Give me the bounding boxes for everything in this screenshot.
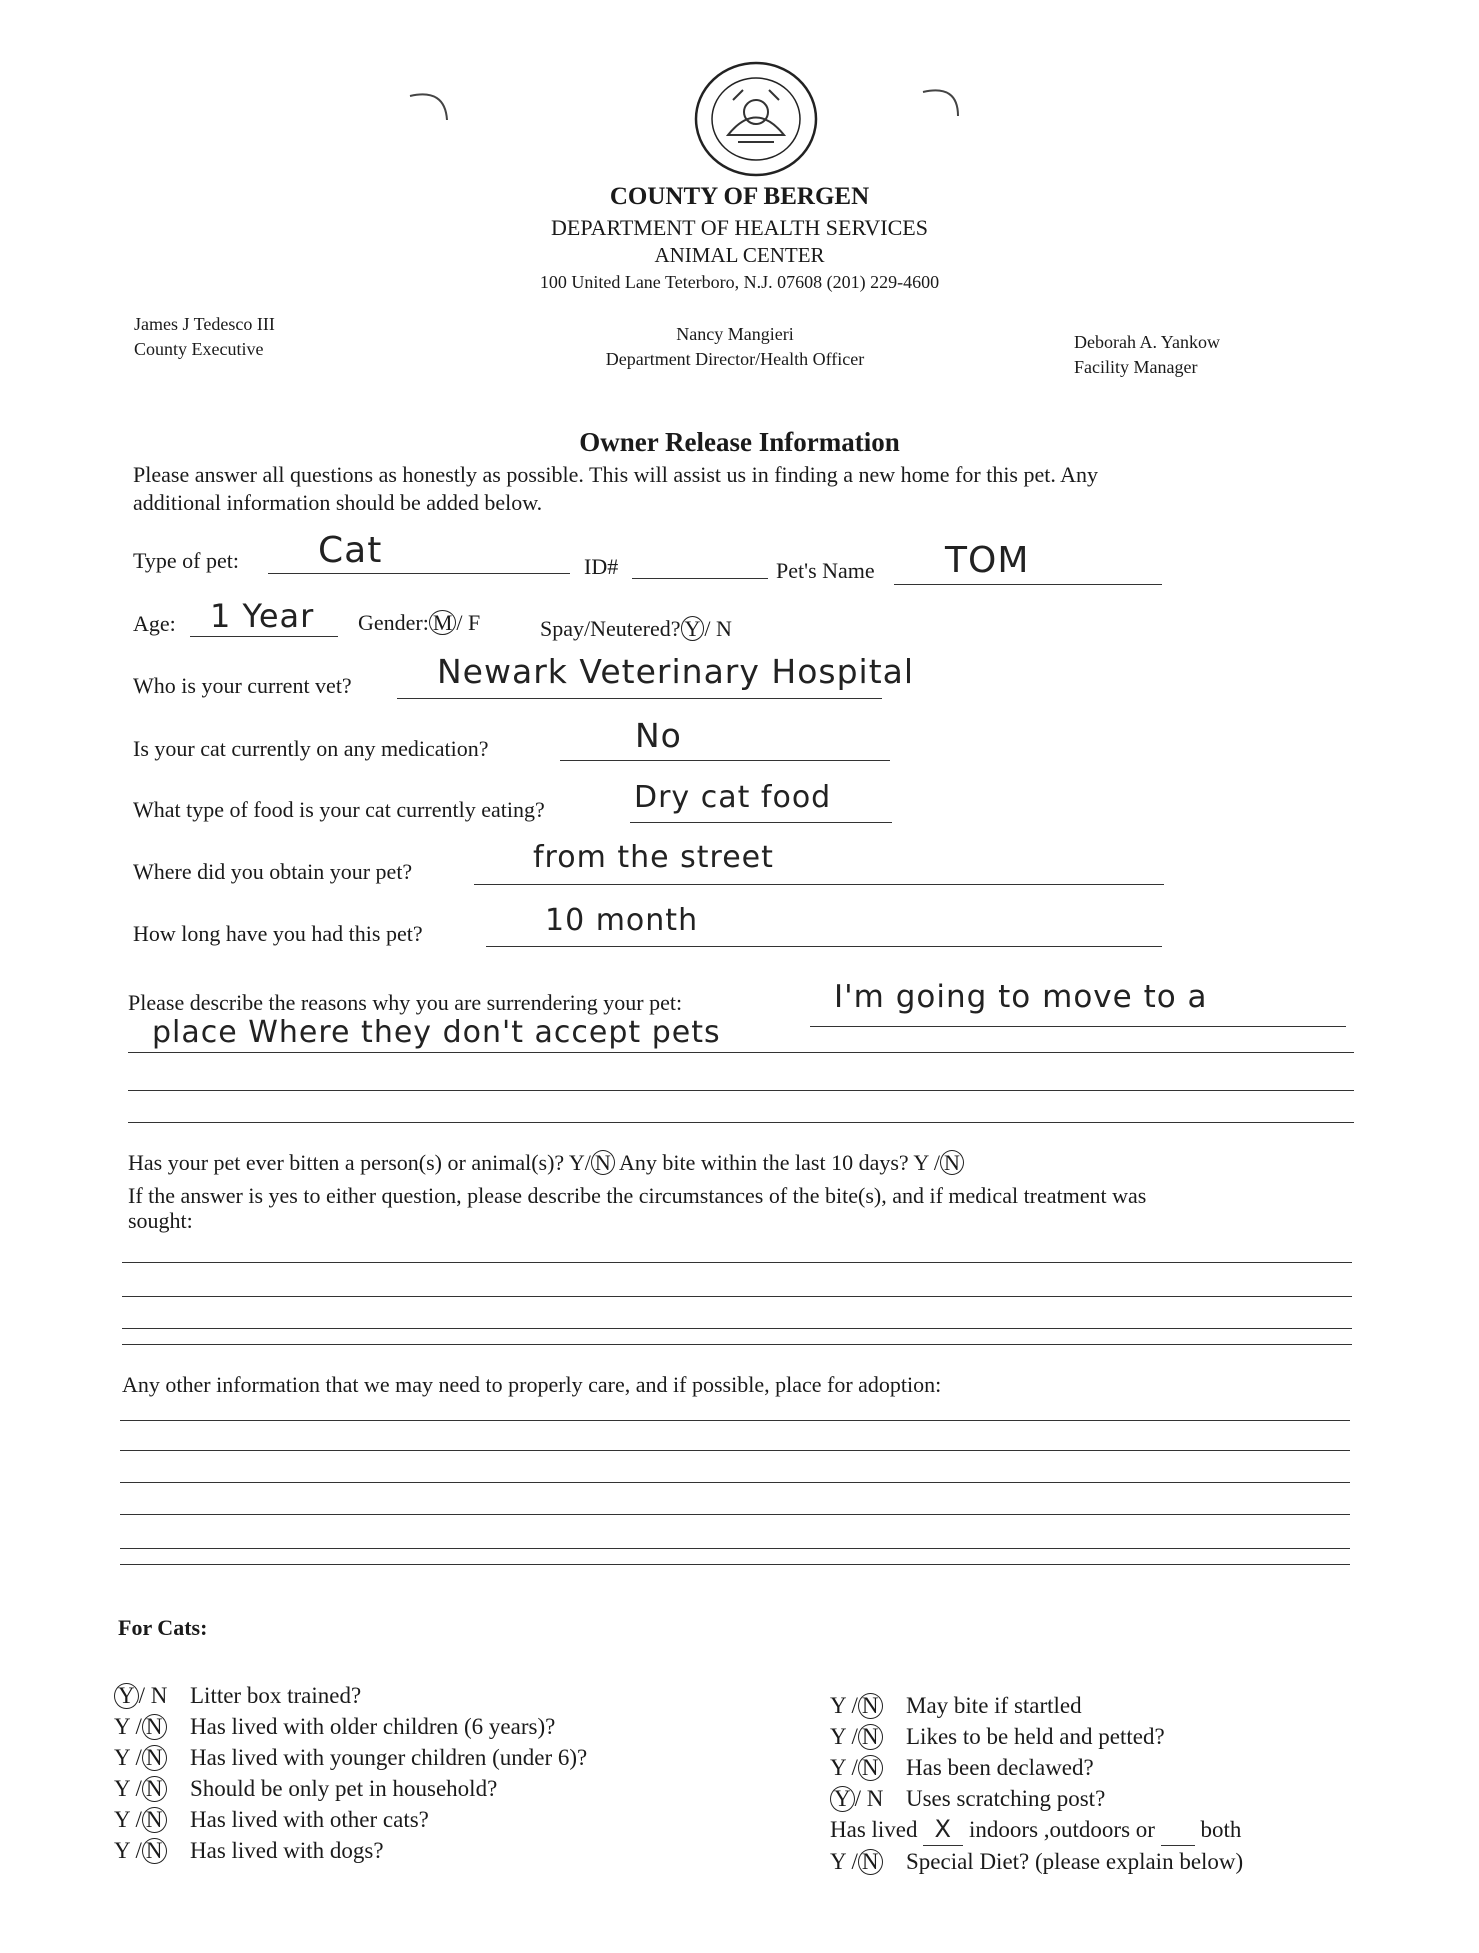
food-value: Dry cat food — [634, 780, 832, 815]
other-field-2[interactable] — [120, 1450, 1350, 1451]
other-field-4[interactable] — [120, 1514, 1350, 1515]
lived-indoors-mark[interactable]: X — [923, 1814, 963, 1846]
reason-field-2[interactable] — [128, 1052, 1354, 1053]
cat-question-text: Should be only pet in household? — [190, 1776, 498, 1801]
other-field-1[interactable] — [120, 1420, 1350, 1421]
intro-line-1: Please answer all questions as honestly as possible. This will assist us in finding a new home for this pet. Any — [133, 462, 1099, 487]
circled-answer: Y — [830, 1786, 855, 1812]
form-title: Owner Release Information — [579, 427, 900, 457]
medication-label: Is your cat currently on any medication? — [133, 736, 489, 761]
lived-options: indoors ,outdoors or — [969, 1817, 1155, 1842]
spay-n-option[interactable]: / N — [704, 616, 732, 641]
obtain-label: Where did you obtain your pet? — [133, 859, 413, 884]
yes-no-choice[interactable]: Y / N — [830, 1783, 906, 1814]
cat-question-row — [830, 1783, 1243, 1814]
gender-group — [358, 610, 480, 636]
cat-question-text: Has been declawed? — [906, 1755, 1094, 1780]
cat-question-row — [830, 1690, 1243, 1721]
circled-answer: Y — [114, 1683, 139, 1709]
spay-y-circled[interactable]: Y — [681, 616, 705, 641]
id-label: ID# — [584, 554, 619, 579]
food-label: What type of food is your cat currently eating? — [133, 797, 545, 822]
medication-field[interactable] — [560, 760, 890, 761]
age-value: 1 Year — [210, 597, 315, 635]
cat-question-text: Litter box trained? — [190, 1683, 362, 1708]
type-value: Cat — [318, 530, 383, 571]
bite-field-2[interactable] — [122, 1296, 1352, 1297]
official-executive — [134, 312, 275, 362]
yes-no-choice[interactable]: Y / N — [114, 1804, 190, 1835]
circled-answer: N — [142, 1776, 167, 1802]
address: 100 United Lane Teterboro, N.J. 07608 (201) 229-4600 — [539, 272, 940, 292]
circled-answer: N — [142, 1745, 167, 1771]
how-long-field[interactable] — [486, 946, 1162, 947]
circled-answer: N — [858, 1724, 883, 1750]
department-name: DEPARTMENT OF HEALTH SERVICES — [551, 215, 928, 240]
circled-answer: N — [142, 1807, 167, 1833]
reason-field-1[interactable] — [810, 1026, 1346, 1027]
reason-value-line-1: I'm going to move to a — [834, 979, 1208, 1015]
official-name: Deborah A. Yankow — [1074, 332, 1220, 352]
cat-question-text: Likes to be held and petted? — [906, 1724, 1165, 1749]
how-long-value: 10 month — [545, 903, 699, 938]
cats-heading: For Cats: — [118, 1615, 208, 1640]
age-label: Age: — [133, 611, 176, 636]
cat-question-text: Has lived with dogs? — [190, 1838, 384, 1863]
intro-line-2: additional information should be added below. — [133, 490, 543, 515]
reason-field-3[interactable] — [128, 1090, 1354, 1091]
pet-name-label: Pet's Name — [776, 558, 875, 583]
bite-description-1: If the answer is yes to either question, please describe the circumstances of the bite(s), and if medical treatment was — [128, 1183, 1147, 1208]
bite-field-1[interactable] — [122, 1262, 1352, 1263]
cat-question-row — [114, 1711, 587, 1742]
cat-question-text: Has lived with older children (6 years)? — [190, 1714, 556, 1739]
gender-f-option[interactable]: / F — [456, 610, 481, 635]
official-title: Facility Manager — [1074, 357, 1198, 377]
circled-answer: N — [858, 1755, 883, 1781]
spay-group — [540, 616, 732, 642]
lived-both-field[interactable] — [1161, 1814, 1195, 1846]
age-field[interactable] — [190, 636, 338, 637]
cat-question-text: Has lived with younger children (under 6)? — [190, 1745, 588, 1770]
obtain-field[interactable] — [474, 884, 1164, 885]
food-field[interactable] — [630, 822, 892, 823]
circled-answer: N — [142, 1838, 167, 1864]
vet-label: Who is your current vet? — [133, 673, 352, 698]
county-seal — [693, 60, 819, 178]
yes-no-choice[interactable]: Y / N — [830, 1752, 906, 1783]
circled-answer: N — [858, 1849, 883, 1875]
circled-answer: N — [858, 1693, 883, 1719]
bite-question-row — [128, 1150, 964, 1176]
yes-no-choice[interactable]: Y / N — [114, 1742, 190, 1773]
vet-field[interactable] — [397, 698, 882, 699]
pet-name-value: TOM — [945, 540, 1030, 581]
bite-question-1: Has your pet ever bitten a person(s) or animal(s)? Y/ — [128, 1150, 591, 1175]
cat-question-row — [114, 1804, 587, 1835]
bite-field-3[interactable] — [122, 1328, 1352, 1329]
bite-question-2: Any bite within the last 10 days? Y / — [614, 1150, 941, 1175]
official-name: Nancy Mangieri — [676, 324, 794, 344]
reason-label: Please describe the reasons why you are surrendering your pet: — [128, 990, 683, 1015]
spay-label: Spay/Neutered? — [540, 616, 681, 641]
type-label: Type of pet: — [133, 548, 239, 573]
yes-no-choice[interactable]: Y / N — [114, 1680, 190, 1711]
other-field-5[interactable] — [120, 1548, 1350, 1549]
yes-no-choice[interactable]: Y / N — [830, 1690, 906, 1721]
other-field-6[interactable] — [120, 1564, 1350, 1565]
other-info-label: Any other information that we may need to properly care, and if possible, place for adoption: — [122, 1372, 942, 1397]
cat-question-row — [830, 1752, 1243, 1783]
yes-no-choice[interactable]: Y / N — [114, 1773, 190, 1804]
cat-question-row — [830, 1721, 1243, 1752]
pet-name-field[interactable] — [894, 584, 1162, 585]
official-title: Department Director/Health Officer — [605, 349, 865, 369]
lived-row — [830, 1814, 1243, 1846]
type-field[interactable] — [268, 573, 570, 574]
official-name: James J Tedesco III — [134, 314, 275, 334]
cats-left-column — [114, 1680, 587, 1866]
gender-label: Gender: — [358, 610, 429, 635]
other-field-3[interactable] — [120, 1482, 1350, 1483]
cats-right-column — [830, 1690, 1243, 1877]
bite-field-4[interactable] — [122, 1344, 1352, 1345]
county-name: COUNTY OF BERGEN — [609, 183, 870, 210]
cat-question-text: May bite if startled — [906, 1693, 1082, 1718]
gender-m-circled[interactable]: M — [429, 610, 457, 635]
lived-both-label: both — [1200, 1817, 1242, 1842]
reason-field-4[interactable] — [128, 1122, 1354, 1123]
cat-question-text: Special Diet? (please explain below) — [906, 1849, 1244, 1874]
obtain-value: from the street — [533, 840, 774, 875]
bite-description-2: sought: — [128, 1208, 193, 1233]
official-title: County Executive — [134, 339, 264, 359]
how-long-label: How long have you had this pet? — [133, 921, 423, 946]
bite-1-n-circled[interactable]: N — [591, 1150, 615, 1175]
cat-question-text: Has lived with other cats? — [190, 1807, 429, 1832]
yes-no-choice[interactable]: Y / N — [114, 1711, 190, 1742]
cat-question-text: Uses scratching post? — [906, 1786, 1106, 1811]
punch-mark-right — [918, 84, 968, 124]
vet-value: Newark Veterinary Hospital — [437, 652, 915, 691]
cat-question-row — [830, 1846, 1243, 1877]
punch-mark-left — [405, 88, 455, 128]
cat-question-row — [114, 1773, 587, 1804]
cat-question-row — [114, 1680, 587, 1711]
center-name: ANIMAL CENTER — [654, 243, 825, 267]
medication-value: No — [635, 716, 682, 755]
yes-no-choice[interactable]: Y / N — [830, 1721, 906, 1752]
official-manager — [1074, 330, 1220, 380]
official-director — [580, 322, 890, 372]
id-field[interactable] — [632, 578, 768, 579]
yes-no-choice[interactable]: Y / N — [830, 1846, 906, 1877]
lived-prefix: Has lived — [830, 1817, 918, 1842]
bite-2-n-circled[interactable]: N — [940, 1150, 964, 1175]
cat-question-row — [114, 1742, 587, 1773]
yes-no-choice[interactable]: Y / N — [114, 1835, 190, 1866]
reason-value-line-2: place Where they don't accept pets — [152, 1015, 721, 1050]
circled-answer: N — [142, 1714, 167, 1740]
cat-question-row — [114, 1835, 587, 1866]
